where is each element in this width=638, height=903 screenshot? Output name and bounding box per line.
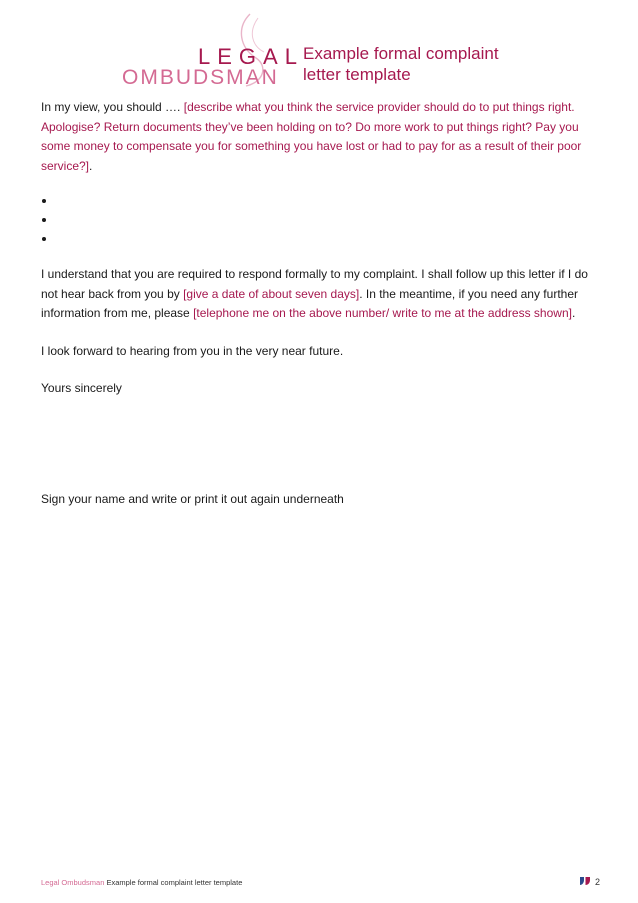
bullet-item — [41, 211, 603, 230]
legal-ombudsman-logo — [118, 12, 304, 90]
footer — [41, 878, 242, 887]
logo-legal-text: LEGAL — [198, 44, 304, 69]
closing-salutation: Yours sincerely — [41, 381, 122, 395]
paragraph-response-contact-placeholder: [telephone me on the above number/ write to me at the address shown] — [193, 306, 572, 320]
paragraph-response-text-2: . In the meantime, if you need any further information from me, please — [41, 286, 578, 320]
paragraph-response-text-3: . — [571, 306, 576, 320]
letter-body — [41, 98, 603, 399]
footer-brand: Legal Ombudsman — [41, 878, 105, 887]
signature-instruction: Sign your name and write or print it out again underneath — [41, 492, 344, 506]
paragraph-remedy-prefix: In my view, you should …. — [41, 100, 184, 114]
document-title-line-1: Example formal complaint — [303, 44, 499, 63]
paragraph-response-date-placeholder: [give a date of about seven days] — [183, 286, 360, 301]
footer-document-name: Example formal complaint letter template — [106, 878, 243, 887]
bullet-item — [41, 192, 603, 211]
bullet-item — [41, 230, 603, 249]
paragraph-remedy-suffix: . — [89, 158, 93, 173]
bullet-dot-icon — [42, 199, 46, 203]
logo-ombudsman-text: OMBUDSMAN — [122, 66, 279, 89]
document-title — [303, 43, 603, 85]
page-number: 2 — [595, 877, 601, 887]
paragraph-response — [41, 265, 603, 324]
paragraph-response-text-1: I understand that you are required to respond formally to my complaint. I shall follow up this letter if I do not hear back from you by — [41, 267, 588, 301]
quote-logo-icon — [579, 876, 591, 886]
bullet-list — [41, 192, 603, 249]
document-title-line-2: letter template — [303, 65, 411, 84]
paragraph-remedy — [41, 98, 603, 176]
paragraph-remedy-placeholder: [describe what you think the service provider should do to put things right. Apologise? Return documents they’ve been holding on to? Do more work to put things right? Pay you some money to compensate you for something you have lost or had to pay for as a result of their poor service?] — [41, 100, 582, 173]
bullet-dot-icon — [42, 237, 46, 241]
paragraph-closing-remark: I look forward to hearing from you in the very near future. — [41, 343, 344, 358]
bullet-dot-icon — [42, 218, 46, 222]
